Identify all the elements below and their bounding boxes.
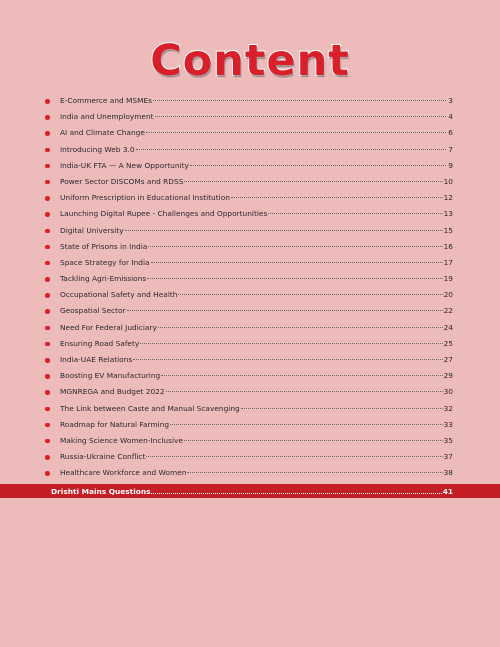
toc-item-page: 27 bbox=[443, 355, 453, 364]
toc-item[interactable] bbox=[0, 206, 500, 222]
toc-item[interactable] bbox=[0, 368, 500, 384]
toc-item[interactable] bbox=[0, 465, 500, 481]
toc-item-page: 6 bbox=[448, 128, 453, 138]
toc-item[interactable] bbox=[0, 255, 500, 271]
bullet-icon bbox=[45, 358, 50, 363]
toc-item-page: 24 bbox=[443, 322, 453, 332]
toc-item-page: 30 bbox=[443, 387, 453, 397]
toc-item-label: Healthcare Workforce and Women bbox=[60, 468, 187, 478]
bullet-icon bbox=[45, 115, 50, 120]
dot-leader bbox=[133, 358, 442, 360]
toc-item-page: 37 bbox=[443, 452, 453, 462]
toc-item-label: State of Prisons in India bbox=[60, 241, 148, 251]
toc-item-label: Introducing Web 3.0 bbox=[60, 144, 135, 154]
dot-leader bbox=[190, 164, 446, 166]
bullet-icon bbox=[45, 471, 50, 476]
bullet-icon bbox=[45, 245, 50, 250]
toc-item-page: 9 bbox=[448, 160, 453, 170]
toc-item-page: 17 bbox=[443, 257, 453, 267]
dot-leader bbox=[170, 423, 443, 425]
dot-leader bbox=[158, 326, 443, 328]
mains-questions-page: 41 bbox=[442, 486, 453, 496]
toc-item-page: 33 bbox=[443, 419, 453, 429]
bullet-icon bbox=[45, 164, 50, 169]
dot-leader bbox=[161, 374, 442, 376]
toc-item[interactable] bbox=[0, 417, 500, 433]
toc-item-label: Launching Digital Rupee - Challenges and Opportunities bbox=[60, 209, 268, 219]
toc-item-label: Digital University bbox=[60, 225, 124, 235]
dot-leader bbox=[151, 492, 441, 494]
bullet-icon bbox=[45, 229, 50, 234]
dot-leader bbox=[147, 277, 442, 279]
toc-item-label: Space Strategy for India bbox=[60, 257, 150, 267]
bullet-icon bbox=[45, 131, 50, 136]
toc-item-page: 3 bbox=[448, 96, 453, 105]
dot-leader bbox=[153, 99, 446, 101]
toc-item[interactable] bbox=[0, 449, 500, 465]
bullet-icon bbox=[45, 309, 50, 314]
toc-item-page: 22 bbox=[443, 306, 453, 316]
dot-leader bbox=[151, 261, 443, 263]
bullet-icon bbox=[45, 423, 50, 428]
bullet-icon bbox=[45, 390, 50, 395]
toc-item[interactable] bbox=[0, 336, 500, 352]
bullet-icon bbox=[45, 196, 50, 201]
toc-item[interactable] bbox=[0, 239, 500, 255]
toc-item-label: Geospatial Sector bbox=[60, 306, 126, 316]
dot-leader bbox=[178, 293, 442, 295]
toc-item-label: Power Sector DISCOMs and RDSS bbox=[60, 176, 184, 186]
dot-leader bbox=[125, 229, 443, 231]
toc-item-page: 32 bbox=[443, 403, 453, 413]
dot-leader bbox=[231, 196, 443, 198]
toc-item-page: 10 bbox=[443, 176, 453, 186]
toc-item-label: E-Commerce and MSMEs bbox=[60, 96, 153, 105]
dot-leader bbox=[140, 342, 442, 344]
toc-item-label: Ensuring Road Safety bbox=[60, 338, 140, 348]
bullet-icon bbox=[45, 407, 50, 412]
toc-item-label: AI and Climate Change bbox=[60, 128, 145, 138]
toc-item-page: 16 bbox=[443, 241, 453, 251]
bullet-icon bbox=[45, 455, 50, 460]
table-of-contents bbox=[0, 93, 500, 482]
toc-item-page: 20 bbox=[443, 290, 453, 300]
bullet-icon bbox=[45, 212, 50, 217]
toc-item-page: 12 bbox=[443, 193, 453, 203]
toc-item-label: Russia-Ukraine Conflict bbox=[60, 452, 146, 462]
bullet-icon bbox=[45, 374, 50, 379]
toc-item-page: 15 bbox=[443, 225, 453, 235]
toc-item[interactable] bbox=[0, 303, 500, 319]
toc-item[interactable] bbox=[0, 190, 500, 206]
toc-item-label: Occupational Safety and Health bbox=[60, 290, 178, 300]
toc-item[interactable] bbox=[0, 142, 500, 158]
toc-item[interactable] bbox=[0, 125, 500, 141]
toc-item-label: Need For Federal Judiciary bbox=[60, 322, 157, 332]
toc-item[interactable] bbox=[0, 93, 500, 109]
dot-leader bbox=[184, 439, 443, 441]
dot-leader bbox=[184, 180, 442, 182]
toc-item[interactable] bbox=[0, 223, 500, 239]
bullet-icon bbox=[45, 439, 50, 444]
bullet-icon bbox=[45, 261, 50, 266]
mains-questions-bar[interactable] bbox=[0, 484, 500, 498]
dot-leader bbox=[146, 131, 446, 133]
bullet-icon bbox=[45, 277, 50, 282]
dot-leader bbox=[127, 309, 443, 311]
toc-item[interactable] bbox=[0, 271, 500, 287]
toc-item-page: 7 bbox=[448, 144, 453, 154]
toc-item-page: 4 bbox=[448, 112, 453, 122]
toc-item[interactable] bbox=[0, 287, 500, 303]
toc-item-label: The Link between Caste and Manual Scavenging bbox=[60, 403, 240, 413]
toc-item[interactable] bbox=[0, 109, 500, 125]
dot-leader bbox=[136, 148, 446, 150]
toc-item-label: Making Science Women-Inclusive bbox=[60, 435, 183, 445]
toc-item[interactable] bbox=[0, 158, 500, 174]
toc-item-page: 19 bbox=[443, 274, 453, 284]
toc-item[interactable] bbox=[0, 174, 500, 190]
toc-item-label: Uniform Prescription in Educational Institution bbox=[60, 193, 230, 203]
dot-leader bbox=[241, 407, 443, 409]
dot-leader bbox=[148, 245, 442, 247]
dot-leader bbox=[187, 471, 442, 473]
page-title: Content bbox=[150, 36, 350, 86]
bullet-icon bbox=[45, 342, 50, 347]
bullet-icon bbox=[45, 180, 50, 185]
bullet-icon bbox=[45, 148, 50, 153]
toc-item-page: 35 bbox=[443, 435, 453, 445]
toc-item-label: India and Unemployment bbox=[60, 112, 154, 122]
toc-item-label: Roadmap for Natural Farming bbox=[60, 419, 170, 429]
bullet-icon bbox=[45, 99, 50, 104]
toc-item-label: India-UAE Relations bbox=[60, 355, 133, 364]
toc-item[interactable] bbox=[0, 401, 500, 417]
toc-item-label: India-UK FTA — A New Opportunity bbox=[60, 160, 189, 170]
bullet-icon bbox=[45, 326, 50, 331]
bullet-icon bbox=[45, 293, 50, 298]
toc-item-page: 13 bbox=[443, 209, 453, 219]
toc-item-label: Tackling Agri-Emissions bbox=[60, 274, 147, 284]
dot-leader bbox=[166, 390, 443, 392]
toc-item-page: 25 bbox=[443, 338, 453, 348]
toc-item[interactable] bbox=[0, 352, 500, 368]
toc-item[interactable] bbox=[0, 384, 500, 400]
dot-leader bbox=[146, 455, 442, 457]
mains-questions-label: Drishti Mains Questions bbox=[51, 486, 151, 496]
toc-item[interactable] bbox=[0, 433, 500, 449]
toc-item-page: 38 bbox=[443, 468, 453, 478]
toc-item-label: MGNREGA and Budget 2022 bbox=[60, 387, 165, 397]
toc-item-page: 29 bbox=[443, 371, 453, 381]
dot-leader bbox=[268, 212, 442, 214]
toc-item[interactable] bbox=[0, 320, 500, 336]
dot-leader bbox=[155, 115, 446, 117]
toc-item-label: Boosting EV Manufacturing bbox=[60, 371, 161, 381]
